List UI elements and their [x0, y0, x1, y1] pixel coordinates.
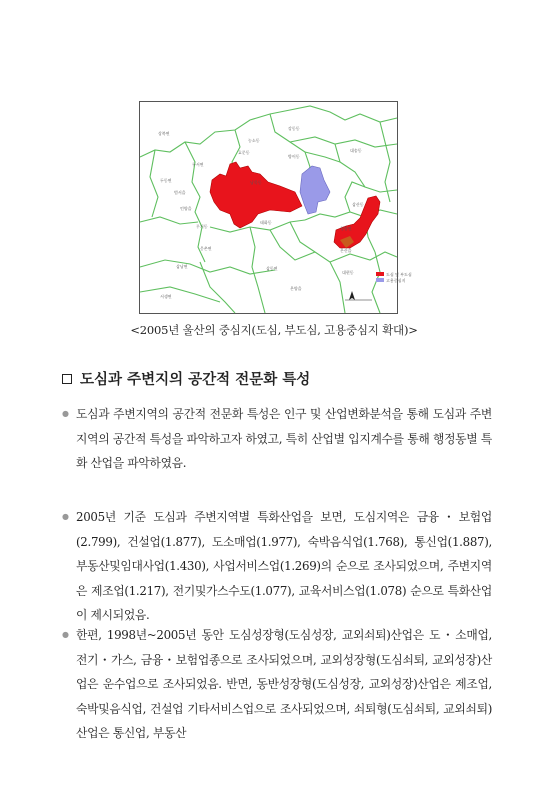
paragraph-text: 도심과 주변지역의 공간적 전문화 특성은 인구 및 산업변화분석을 통해 도심과 주변지역의 공간적 특성을 파악하고자 하였고, 특히 산업별 입지계수를 통해 행정동별 특화 산업을 파악하였음.	[76, 407, 492, 470]
map-label: 두동면	[160, 178, 172, 183]
map-label: 태화동	[260, 220, 272, 225]
checkbox-square-icon	[62, 374, 72, 384]
bullet-icon: ●	[62, 409, 69, 418]
map-label: 범서읍	[174, 190, 186, 195]
north-arrow-icon	[345, 291, 372, 300]
map-label: 효문동	[238, 150, 250, 155]
map-label: 삼동면	[266, 266, 278, 271]
figure-caption: <2005년 울산의 중심지(도심, 부도심, 고용중심지 확대)>	[130, 323, 418, 337]
paragraph-text: 한편, 1998년~2005년 동안 도심성장형(도심성장, 교외쇠퇴)산업은 도・소매업, 전기・가스, 금융・보험업종으로 조사되었으며, 교외성장형(도심쇠퇴, 교외성장)산업은 운수업으로 조사되었음. 반면, 동반성장형(도심성장, 교외성장)산업은 제조업, 숙박및음식업, 건설업 기타서비스업으로 조사되었으며, 쇠퇴형(도심쇠퇴, 교외쇠퇴)산업은 통신업, 부동산	[76, 628, 492, 740]
paragraph	[62, 623, 492, 746]
map-label: 강동동	[288, 126, 300, 131]
map-label: 온산읍	[340, 248, 352, 253]
legend-item-employment: 고용중심지	[386, 278, 406, 283]
legend-item-core: 도심 및 부도심	[386, 272, 412, 277]
employment-center-area	[300, 166, 330, 214]
map-svg	[140, 102, 412, 313]
map-label: 남목동	[250, 180, 262, 185]
map-label: 상북면	[158, 131, 170, 136]
map-label: 삼남면	[176, 264, 188, 269]
map-legend	[376, 271, 412, 283]
map-label: 두서면	[192, 162, 204, 167]
map-label: 농소동	[248, 138, 260, 143]
map-label: 서생면	[160, 294, 172, 299]
map-label: 대현동	[342, 270, 354, 275]
map-label: 언양읍	[180, 206, 192, 211]
map-label: 청량면	[340, 226, 352, 231]
map-label: 삼산동	[352, 202, 364, 207]
city-core-area	[210, 162, 302, 228]
paragraph	[62, 505, 492, 628]
section-heading	[62, 368, 310, 389]
map-label: 웅촌면	[200, 246, 212, 251]
bullet-icon: ●	[62, 512, 69, 521]
paragraph-text: 2005년 기준 도심과 주변지역별 특화산업을 보면, 도심지역은 금융・보험업(2.799), 건설업(1.877), 도소매업(1.977), 숙박음식업(1.768), 통신업(1.887), 부동산및임대사업(1.430), 사업서비스업(1.269)의 순으로 조사되었으며, 주변지역은 제조업(1.217), 전기및가스수도(1.077), 교육서비스업(1.078) 순으로 특화산업이 제시되었음.	[76, 510, 492, 622]
map-label: 온양읍	[290, 286, 302, 291]
district-map	[139, 101, 412, 314]
map-label: 대송동	[350, 148, 362, 153]
paragraph	[62, 402, 492, 476]
map-label: 방어동	[288, 154, 300, 159]
bullet-icon: ●	[62, 630, 69, 639]
section-heading-text: 도심과 주변지의 공간적 전문화 특성	[80, 372, 311, 388]
map-label: 무거동	[196, 224, 208, 229]
